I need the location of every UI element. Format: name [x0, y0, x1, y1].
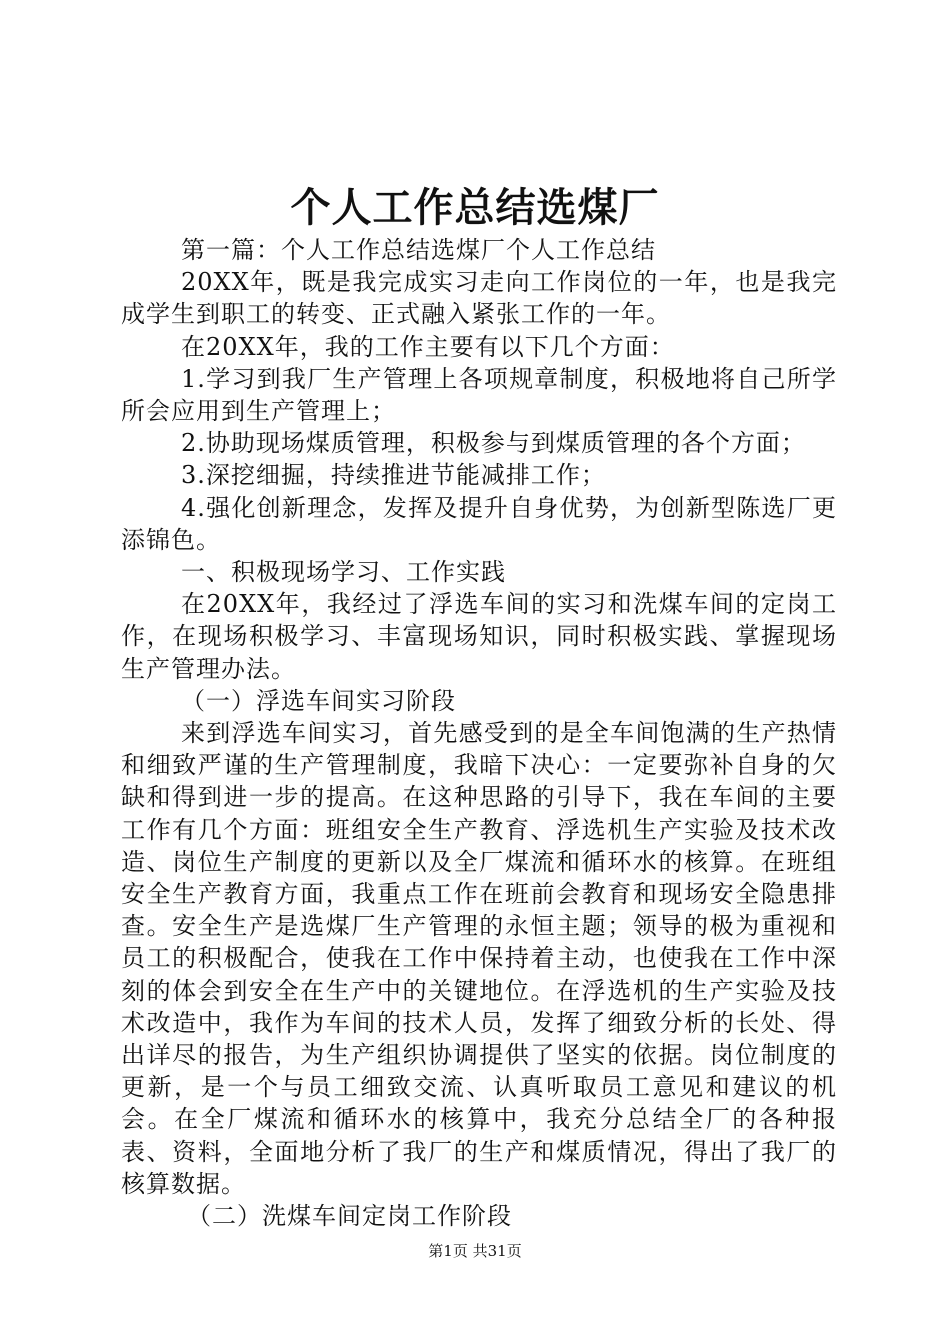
document-body: [121, 234, 837, 1232]
paragraph-section-intro: 在20XX年，我经过了浮选车间的实习和洗煤车间的定岗工作，在现场积极学习、丰富现场知识，同时积极实践、掌握现场生产管理办法。: [121, 590, 837, 683]
list-item: 3.深挖细掘，持续推进节能减排工作；: [181, 461, 606, 490]
paragraph-flotation-internship: 来到浮选车间实习，首先感受到的是全车间饱满的生产热情和细致严谨的生产管理制度，我暗下决心：一定要弥补自身的欠缺和得到进一步的提高。在这种思路的引导下，我在车间的主要工作有几个方面：班组安全生产教育、浮选机生产实验及技术改造、岗位生产制度的更新以及全厂煤流和循环水的核算。在班组安全生产教育方面，我重点工作在班前会教育和现场安全隐患排查。安全生产是选煤厂生产管理的永恒主题；领导的极为重视和员工的积极配合，使我在工作中保持着主动，也使我在工作中深刻的体会到安全在生产中的关键地位。在浮选机的生产实验及技术改造中，我作为车间的技术人员，发挥了细致分析的长处、得出详尽的报告，为生产组织协调提供了坚实的依据。岗位制度的更新，是一个与员工细致交流、认真听取员工意见和建议的机会。在全厂煤流和循环水的核算中，我充分总结全厂的各种报表、资料，全面地分析了我厂的生产和煤质情况，得出了我厂的核算数据。: [121, 719, 837, 1198]
document-title: 个人工作总结选煤厂: [290, 184, 660, 231]
list-item: 4.强化创新理念，发挥及提升自身优势，为创新型陈选厂更添锦色。: [121, 493, 837, 554]
list-item: 1.学习到我厂生产管理上各项规章制度，积极地将自己所学所会应用到生产管理上；: [121, 364, 837, 426]
page-footer: 第1页 共31页: [428, 1242, 522, 1260]
paragraph-work-overview: 在20XX年，我的工作主要有以下几个方面：: [181, 332, 675, 361]
list-item: 2.协助现场煤质管理，积极参与到煤质管理的各个方面；: [181, 429, 806, 458]
subsection-heading: （二）洗煤车间定岗工作阶段: [187, 1202, 512, 1231]
section-heading: 一、积极现场学习、工作实践: [181, 558, 506, 587]
paragraph-intro: 20XX年，既是我完成实习走向工作岗位的一年，也是我完成学生到职工的转变、正式融入紧张工作的一年。: [121, 268, 837, 329]
paragraph-chapter-heading: 第一篇：个人工作总结选煤厂个人工作总结: [181, 236, 656, 264]
subsection-heading: （一）浮选车间实习阶段: [181, 686, 456, 715]
